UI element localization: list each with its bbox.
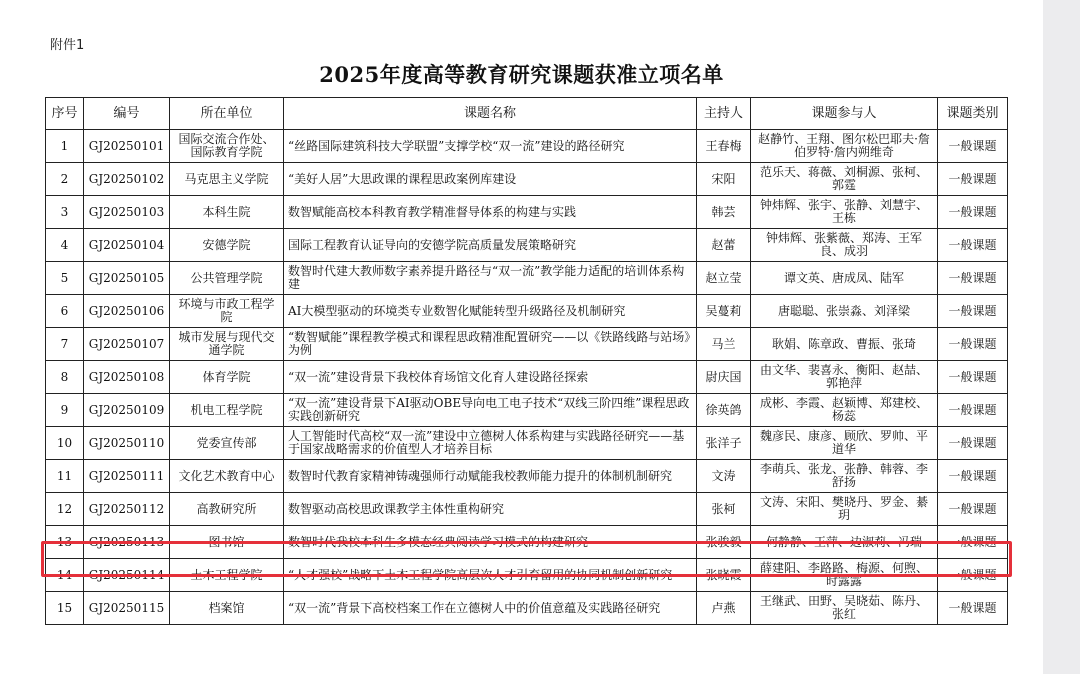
cell-unit: 党委宣传部 [170,427,284,460]
cell-category: 一般课题 [938,592,1008,625]
cell-code: GJ20250114 [84,559,170,592]
cell-code: GJ20250113 [84,526,170,559]
cell-category: 一般课题 [938,493,1008,526]
cell-index: 4 [46,229,84,262]
table-row [46,427,1008,460]
table-row [46,394,1008,427]
cell-host: 张骏毅 [697,526,751,559]
table-row [46,262,1008,295]
cell-unit: 高教研究所 [170,493,284,526]
document-title: 2025年度高等教育研究课题获准立项名单 [319,62,724,87]
cell-category: 一般课题 [938,262,1008,295]
cell-host: 吴蔓莉 [697,295,751,328]
cell-project-name: 数智驱动高校思政课教学主体性重构研究 [284,493,697,526]
cell-index: 7 [46,328,84,361]
header-project-name: 课题名称 [284,98,697,130]
cell-unit: 环境与市政工程学院 [170,295,284,328]
cell-code: GJ20250105 [84,262,170,295]
cell-host: 张洋子 [697,427,751,460]
cell-participants: 钟炜辉、张紫薇、郑涛、王军良、成羽 [751,229,938,262]
cell-project-name: 数智时代我校本科生多模态经典阅读学习模式的构建研究 [284,526,697,559]
table-row [46,460,1008,493]
table-header-row [46,98,1008,130]
cell-project-name: 国际工程教育认证导向的安德学院高质量发展策略研究 [284,229,697,262]
header-code: 编号 [84,98,170,130]
cell-unit: 体育学院 [170,361,284,394]
cell-unit: 文化艺术教育中心 [170,460,284,493]
cell-project-name: “双一流”建设背景下我校体育场馆文化育人建设路径探索 [284,361,697,394]
cell-code: GJ20250106 [84,295,170,328]
cell-code: GJ20250103 [84,196,170,229]
cell-category: 一般课题 [938,130,1008,163]
cell-project-name: 数智时代教育家精神铸魂强师行动赋能我校教师能力提升的体制机制研究 [284,460,697,493]
cell-participants: 何静静、王萍、边淑莉、冯瑞 [751,526,938,559]
table-row [46,559,1008,592]
cell-unit: 机电工程学院 [170,394,284,427]
cell-participants: 耿娟、陈章政、曹振、张琦 [751,328,938,361]
cell-code: GJ20250104 [84,229,170,262]
cell-index: 14 [46,559,84,592]
cell-project-name: AI大模型驱动的环境类专业数智化赋能转型升级路径及机制研究 [284,295,697,328]
cell-category: 一般课题 [938,460,1008,493]
cell-participants: 赵静竹、王翔、图尔松巴耶夫·詹伯罗特·詹内朔维奇 [751,130,938,163]
cell-index: 10 [46,427,84,460]
cell-unit: 土木工程学院 [170,559,284,592]
header-category: 课题类别 [938,98,1008,130]
cell-host: 张柯 [697,493,751,526]
table-row [46,196,1008,229]
cell-index: 3 [46,196,84,229]
cell-unit: 档案馆 [170,592,284,625]
cell-project-name: “丝路国际建筑科技大学联盟”支撑学校“双一流”建设的路径研究 [284,130,697,163]
cell-unit: 本科生院 [170,196,284,229]
cell-unit: 城市发展与现代交通学院 [170,328,284,361]
cell-code: GJ20250111 [84,460,170,493]
cell-host: 宋阳 [697,163,751,196]
cell-host: 尉庆国 [697,361,751,394]
cell-index: 5 [46,262,84,295]
cell-category: 一般课题 [938,163,1008,196]
cell-host: 赵立莹 [697,262,751,295]
cell-participants: 王继武、田野、吴晓茹、陈丹、张红 [751,592,938,625]
cell-index: 2 [46,163,84,196]
cell-project-name: 人工智能时代高校“双一流”建设中立德树人体系构建与实践路径研究——基于国家战略需求的价值型人才培养目标 [284,427,697,460]
table-row [46,229,1008,262]
cell-code: GJ20250110 [84,427,170,460]
cell-index: 13 [46,526,84,559]
cell-code: GJ20250109 [84,394,170,427]
table-row [46,526,1008,559]
cell-category: 一般课题 [938,559,1008,592]
cell-index: 15 [46,592,84,625]
cell-category: 一般课题 [938,394,1008,427]
cell-project-name: “数智赋能”课程教学模式和课程思政精准配置研究——以《铁路线路与站场》为例 [284,328,697,361]
cell-host: 韩芸 [697,196,751,229]
cell-unit: 国际交流合作处、国际教育学院 [170,130,284,163]
cell-category: 一般课题 [938,328,1008,361]
cell-category: 一般课题 [938,295,1008,328]
cell-unit: 图书馆 [170,526,284,559]
cell-participants: 谭文英、唐成凤、陆军 [751,262,938,295]
cell-unit: 马克思主义学院 [170,163,284,196]
cell-host: 马兰 [697,328,751,361]
table-row [46,295,1008,328]
cell-participants: 魏彦民、康彦、顾欣、罗帅、平道华 [751,427,938,460]
cell-host: 赵蕾 [697,229,751,262]
project-list-table [45,97,1008,625]
cell-participants: 李萌兵、张龙、张静、韩蓉、李舒扬 [751,460,938,493]
table-row [46,163,1008,196]
cell-project-name: “美好人居”大思政课的课程思政案例库建设 [284,163,697,196]
cell-participants: 文涛、宋阳、樊晓丹、罗金、綦玥 [751,493,938,526]
cell-index: 8 [46,361,84,394]
cell-category: 一般课题 [938,526,1008,559]
cell-host: 徐英鸽 [697,394,751,427]
table-row [46,493,1008,526]
cell-unit: 安德学院 [170,229,284,262]
cell-participants: 钟炜辉、张宇、张静、刘慧宇、王栋 [751,196,938,229]
attachment-label: 附件1 [50,38,85,53]
cell-host: 张晓霞 [697,559,751,592]
cell-index: 11 [46,460,84,493]
cell-category: 一般课题 [938,196,1008,229]
cell-index: 9 [46,394,84,427]
cell-index: 12 [46,493,84,526]
header-participants: 课题参与人 [751,98,938,130]
cell-project-name: “双一流”建设背景下AI驱动OBE导向电工电子技术“双线三阶四维”课程思政实践创新研究 [284,394,697,427]
cell-code: GJ20250112 [84,493,170,526]
header-index: 序号 [46,98,84,130]
cell-participants: 由文华、裴喜永、衡阳、赵喆、郭艳萍 [751,361,938,394]
cell-category: 一般课题 [938,229,1008,262]
cell-code: GJ20250115 [84,592,170,625]
cell-participants: 唐聪聪、张崇淼、刘泽梁 [751,295,938,328]
viewer-background [1043,0,1080,674]
cell-project-name: “人才强校”战略下土木工程学院高层次人才引育留用的协同机制创新研究 [284,559,697,592]
cell-unit: 公共管理学院 [170,262,284,295]
cell-code: GJ20250102 [84,163,170,196]
cell-category: 一般课题 [938,361,1008,394]
cell-project-name: 数智时代建大教师数字素养提升路径与“双一流”教学能力适配的培训体系构建 [284,262,697,295]
table-row [46,592,1008,625]
cell-host: 文涛 [697,460,751,493]
cell-category: 一般课题 [938,427,1008,460]
cell-code: GJ20250101 [84,130,170,163]
cell-index: 6 [46,295,84,328]
header-host: 主持人 [697,98,751,130]
cell-project-name: “双一流”背景下高校档案工作在立德树人中的价值意蕴及实践路径研究 [284,592,697,625]
header-unit: 所在单位 [170,98,284,130]
cell-code: GJ20250107 [84,328,170,361]
cell-index: 1 [46,130,84,163]
table-row [46,361,1008,394]
cell-participants: 成彬、李霞、赵颖博、郑建校、杨蕊 [751,394,938,427]
cell-host: 王春梅 [697,130,751,163]
cell-project-name: 数智赋能高校本科教育教学精准督导体系的构建与实践 [284,196,697,229]
cell-host: 卢燕 [697,592,751,625]
cell-participants: 范乐天、蒋薇、刘桐源、张柯、郭霆 [751,163,938,196]
cell-code: GJ20250108 [84,361,170,394]
table-row [46,130,1008,163]
table-row [46,328,1008,361]
cell-participants: 薛建阳、李路路、梅源、何煦、时露露 [751,559,938,592]
